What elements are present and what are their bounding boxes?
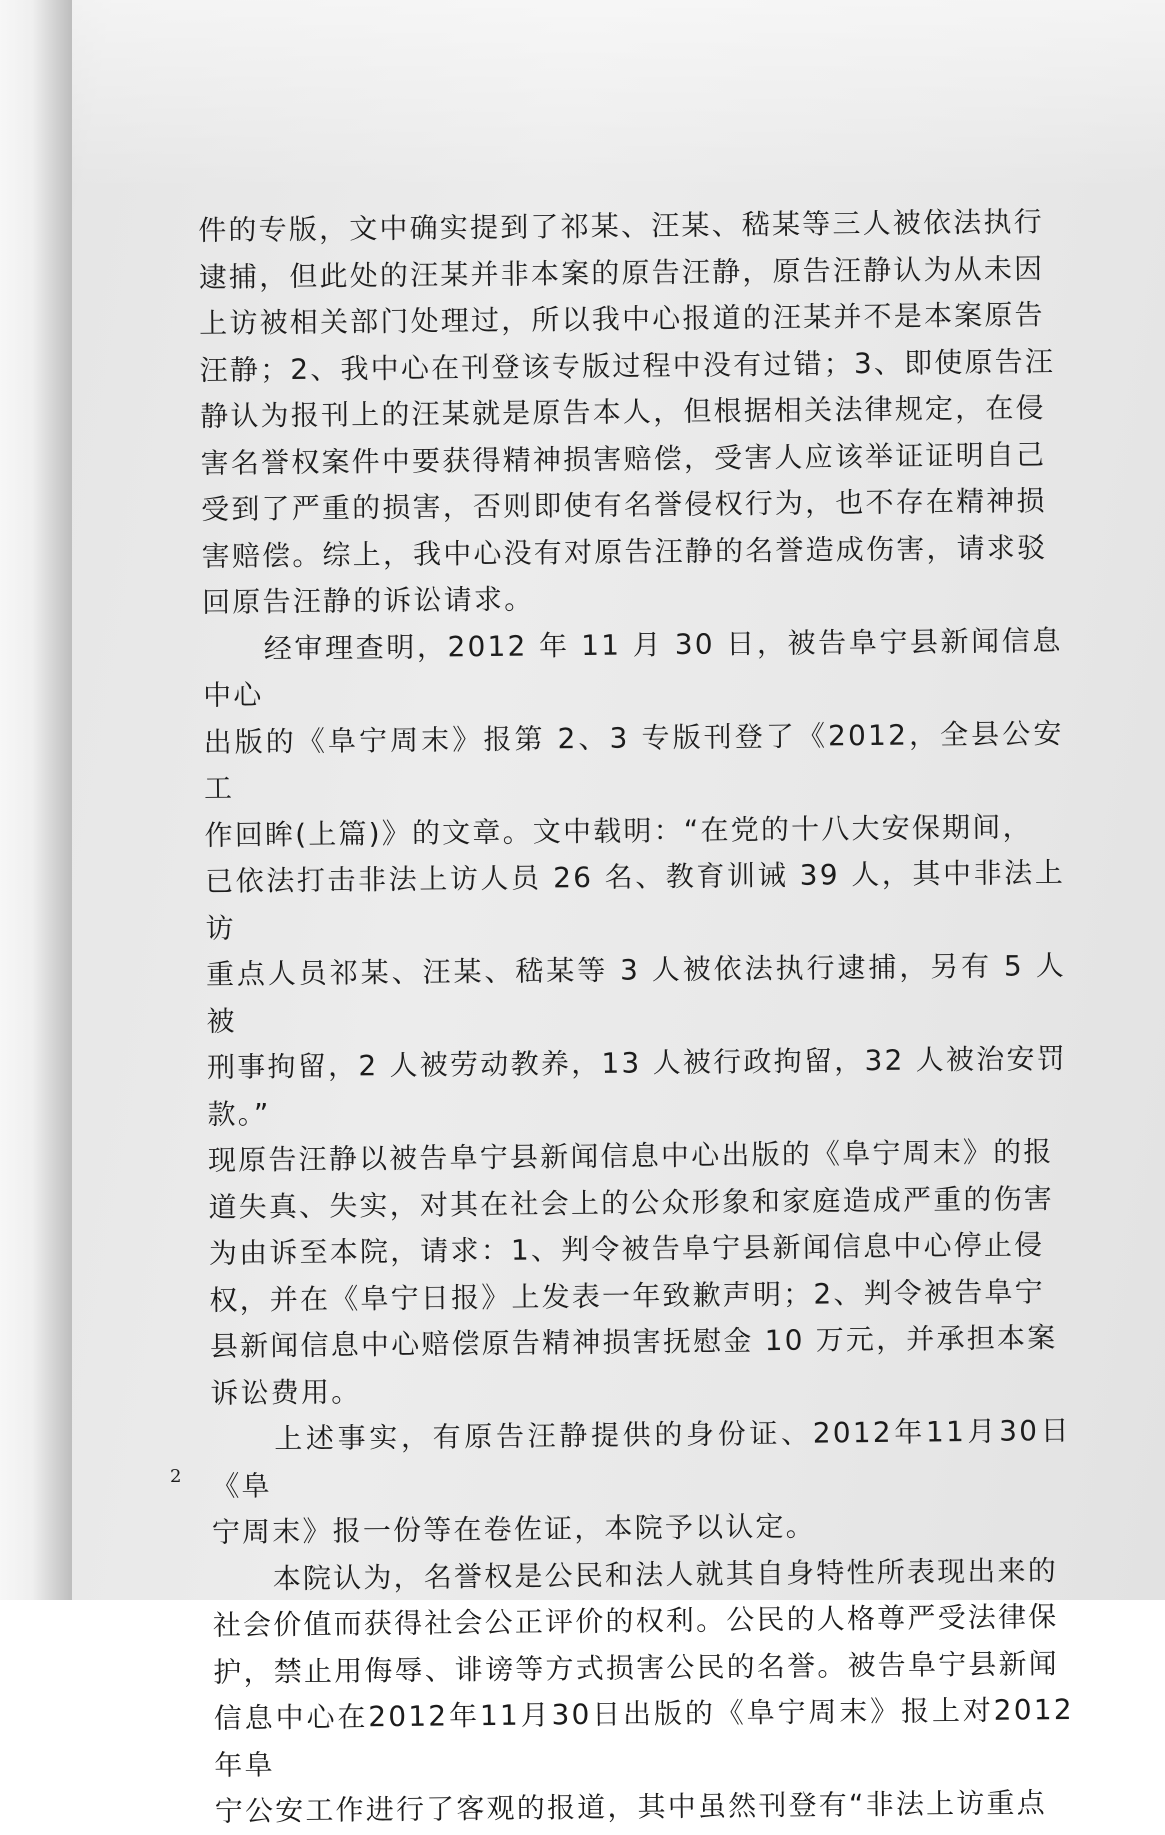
page-number: 2 (170, 1466, 182, 1487)
binding-edge (0, 0, 72, 1600)
paragraph-facts-found: 经审理查明，2012 年 11 月 30 日，被告阜宁县新闻信息中心 出版的《阜宁周末》报第 2、3 专版刊登了《2012，全县公安工 作回眸(上篇)》的文章。文中载明：“在党的十八大安保期间， 已依法打击非法上访人员 26 名、教育训诫 39 人，其中非法上访 重点人员祁某、汪某、嵇某等 3 人被依法执行逮捕，另有 5 人被 刑事拘留，2 人被劳动教养，13 人被行政拘留，32 人被治安罚款。” 现原告汪静以被告阜宁县新闻信息中心出版的《阜宁周末》的报 道失真、失实，对其在社会上的公众形象和家庭造成严重的伤害 为由诉至本院，请求：1、判令被告阜宁县新闻信息中心停止侵 权，并在《阜宁日报》上发表一年致歉声明；2、判令被告阜宁 县新闻信息中心赔偿原告精神损害抚慰金 10 万元，并承担本案 诉讼费用。 (202, 623, 1068, 1410)
paragraph-defendant-argument: 件的专版，文中确实提到了祁某、汪某、嵇某等三人被依法执行 逮捕，但此处的汪某并非本案的原告汪静，原告汪静认为从未因 上访被相关部门处理过，所以我中心报道的汪某并不是本案原告 汪静；2、我中心在刊登该专版过程中没有过错；3、即使原告汪 静认为报刊上的汪某就是原告本人，但根据相关法律规定，在侵 害名誉权案件中要获得精神损害赔偿，受害人应该举证证明自己 受到了严重的损害，否则即使有名誉侵权行为，也不存在精神损 害赔偿。综上，我中心没有对原告汪静的名誉造成伤害，请求驳 回原告汪静的诉讼请求。 (198, 205, 1056, 619)
document-body (198, 199, 1075, 1835)
paragraph-evidence: 上述事实，有原告汪静提供的身份证、2012年11月30日《阜 宁周末》报一份等在卷佐证，本院予以认定。 (210, 1413, 1072, 1549)
paragraph-court-opinion: 本院认为，名誉权是公民和法人就其自身特性所表现出来的 社会价值而获得社会公正评价的权利。公民的人格尊严受法律保 护，禁止用侮辱、诽谤等方式损害公民的名誉。被告阜宁县新闻 信息中心在2012年11月30日出版的《阜宁周末》报上对2012年阜 宁公安工作进行了客观的报道，其中虽然刊登有“非法上访重点 (212, 1553, 1074, 1828)
scan-glare (72, 0, 1165, 190)
